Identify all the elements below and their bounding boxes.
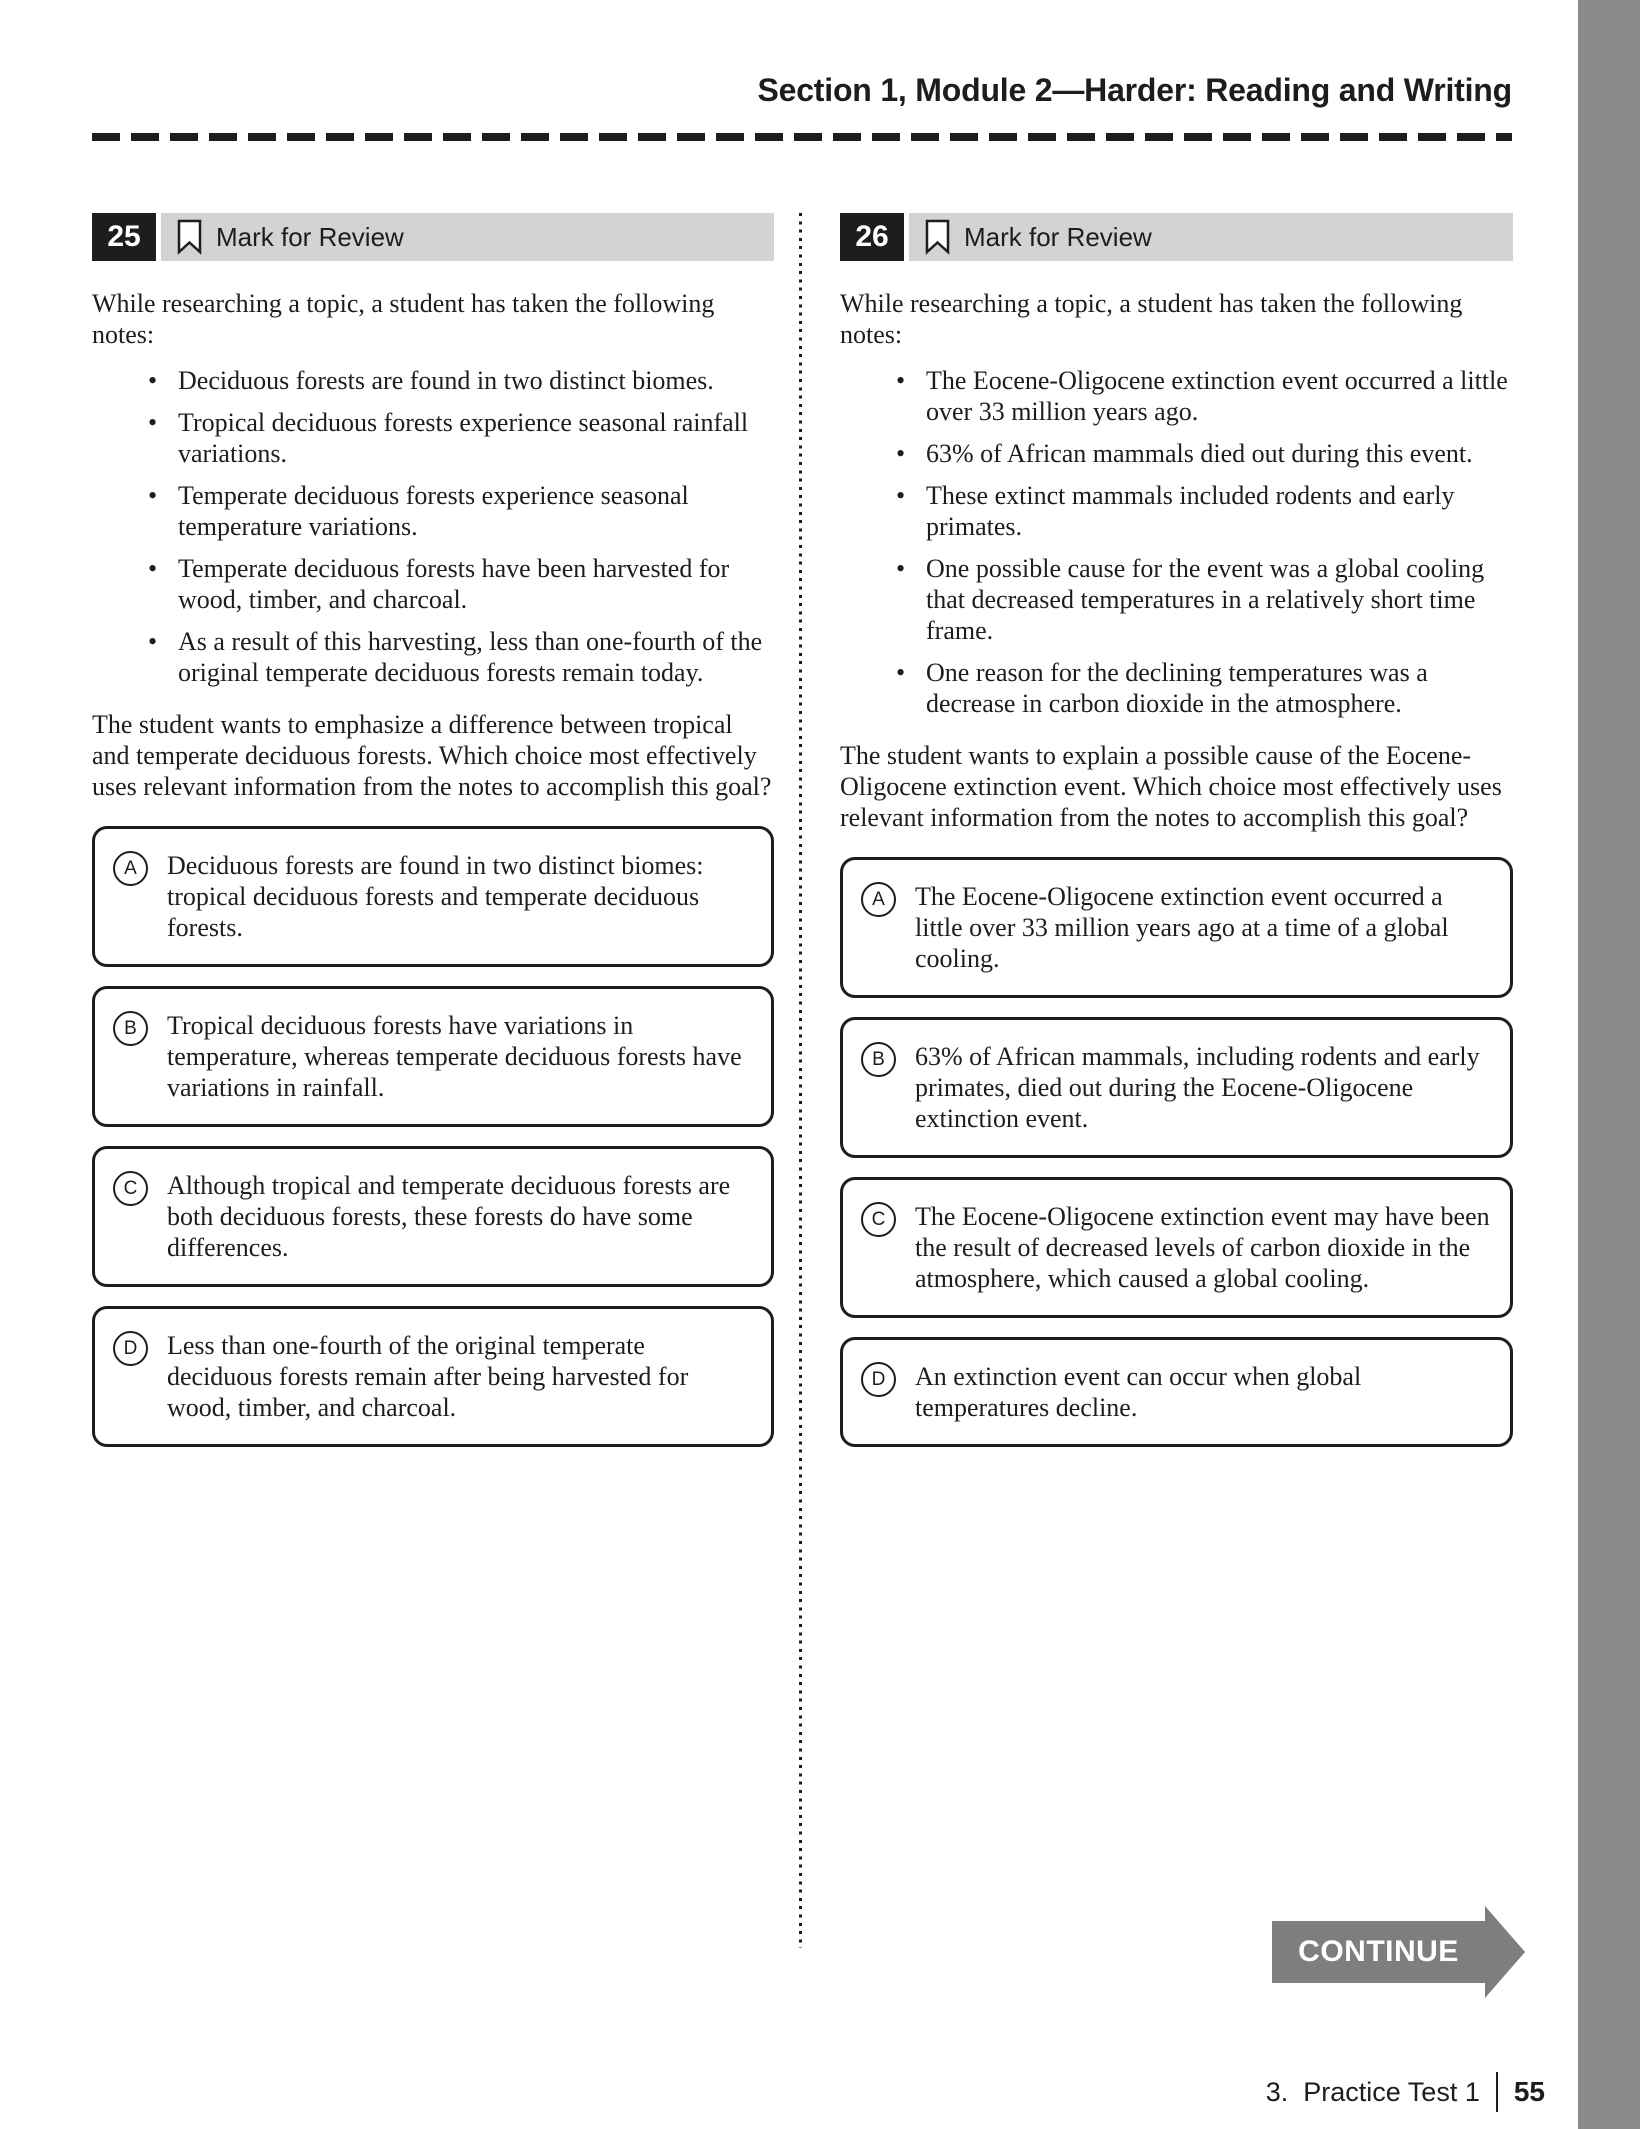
bullet-icon: • bbox=[148, 366, 158, 395]
page-edge-bar bbox=[1578, 0, 1640, 2129]
mark-for-review-label: Mark for Review bbox=[964, 221, 1152, 252]
continue-button[interactable] bbox=[1272, 1906, 1525, 1998]
question-stem: While researching a topic, a student has taken the following notes: bbox=[92, 289, 715, 349]
note-text: One reason for the declining temperatures was a decrease in carbon dioxide in the atmosphere. bbox=[926, 658, 1428, 718]
choice-text: An extinction event can occur when global temperatures decline. bbox=[915, 1362, 1362, 1422]
choice-text: The Eocene-Oligocene extinction event occurred a little over 33 million years ago at a time of a global cooling. bbox=[915, 882, 1449, 973]
note-text: Deciduous forests are found in two distinct biomes. bbox=[178, 366, 714, 395]
answer-choice-a[interactable] bbox=[92, 826, 774, 967]
answer-choice-b[interactable] bbox=[92, 986, 774, 1127]
question-25 bbox=[92, 213, 774, 1466]
note-text: Temperate deciduous forests have been harvested for wood, timber, and charcoal. bbox=[178, 554, 730, 614]
column-divider bbox=[799, 213, 802, 1948]
footer-chapter-label: 3. Practice Test 1 bbox=[1265, 2076, 1480, 2107]
answer-choice-a[interactable] bbox=[840, 857, 1513, 998]
choice-letter-badge: D bbox=[113, 1331, 148, 1366]
answer-choices bbox=[840, 857, 1513, 1447]
answer-choice-d[interactable] bbox=[92, 1306, 774, 1447]
question-number-badge: 26 bbox=[840, 213, 904, 261]
question-stem: While researching a topic, a student has taken the following notes: bbox=[840, 289, 1463, 349]
header-dashed-rule bbox=[92, 133, 1512, 141]
question-26 bbox=[840, 213, 1513, 1466]
question-prompt: The student wants to explain a possible cause of the Eocene-Oligocene extinction event. Which choice most effectively uses relevant information from the notes to accomplish this goal? bbox=[840, 741, 1502, 832]
note-text: Temperate deciduous forests experience seasonal temperature variations. bbox=[178, 481, 689, 541]
note-text: One possible cause for the event was a global cooling that decreased temperatures in a relatively short time frame. bbox=[926, 554, 1485, 645]
continue-arrow-icon bbox=[1485, 1906, 1525, 1998]
choice-letter-badge: A bbox=[113, 851, 148, 886]
note-item bbox=[92, 407, 774, 469]
note-item bbox=[92, 626, 774, 688]
continue-bar bbox=[1272, 1921, 1485, 1983]
note-text: As a result of this harvesting, less than one-fourth of the original temperate deciduous forests remain today. bbox=[178, 627, 763, 687]
answer-choice-b[interactable] bbox=[840, 1017, 1513, 1158]
bullet-icon: • bbox=[148, 408, 158, 437]
question-26-header bbox=[840, 213, 1513, 261]
mark-for-review-button[interactable] bbox=[909, 213, 1513, 261]
note-item bbox=[92, 365, 774, 396]
choice-letter-badge: C bbox=[113, 1171, 148, 1206]
mark-for-review-button[interactable] bbox=[161, 213, 774, 261]
bullet-icon: • bbox=[148, 627, 158, 656]
bullet-icon: • bbox=[896, 658, 906, 687]
bullet-icon: • bbox=[896, 439, 906, 468]
page-footer bbox=[1266, 2072, 1545, 2112]
bookmark-icon bbox=[177, 219, 202, 255]
choice-letter-badge: D bbox=[861, 1362, 896, 1397]
note-item bbox=[92, 553, 774, 615]
note-item bbox=[840, 480, 1513, 542]
note-item bbox=[840, 365, 1513, 427]
choice-text: Deciduous forests are found in two distinct biomes: tropical deciduous forests and temperate deciduous forests. bbox=[167, 851, 704, 942]
note-text: The Eocene-Oligocene extinction event occurred a little over 33 million years ago. bbox=[926, 366, 1508, 426]
answer-choice-d[interactable] bbox=[840, 1337, 1513, 1447]
note-item bbox=[840, 438, 1513, 469]
bullet-icon: • bbox=[896, 366, 906, 395]
question-number-badge: 25 bbox=[92, 213, 156, 261]
question-25-header bbox=[92, 213, 774, 261]
notes-list bbox=[840, 365, 1513, 719]
bullet-icon: • bbox=[896, 481, 906, 510]
bullet-icon: • bbox=[148, 481, 158, 510]
notes-list bbox=[92, 365, 774, 688]
answer-choice-c[interactable] bbox=[840, 1177, 1513, 1318]
page-title: Section 1, Module 2—Harder: Reading and Writing bbox=[757, 72, 1512, 108]
choice-text: Although tropical and temperate deciduous forests are both deciduous forests, these forests do have some differences. bbox=[167, 1171, 731, 1262]
question-prompt: The student wants to emphasize a difference between tropical and temperate deciduous forests. Which choice most effectively uses relevant information from the notes to accomplish this goal? bbox=[92, 710, 772, 801]
footer-separator bbox=[1496, 2072, 1498, 2112]
note-item bbox=[840, 657, 1513, 719]
note-item bbox=[840, 553, 1513, 646]
note-item bbox=[92, 480, 774, 542]
choice-text: 63% of African mammals, including rodents and early primates, died out during the Eocene-Oligocene extinction event. bbox=[915, 1042, 1480, 1133]
note-text: 63% of African mammals died out during this event. bbox=[926, 439, 1473, 468]
answer-choices bbox=[92, 826, 774, 1447]
bullet-icon: • bbox=[896, 554, 906, 583]
note-text: Tropical deciduous forests experience seasonal rainfall variations. bbox=[178, 408, 749, 468]
footer-page-number: 55 bbox=[1513, 2076, 1545, 2107]
note-text: These extinct mammals included rodents and early primates. bbox=[926, 481, 1455, 541]
choice-text: Tropical deciduous forests have variations in temperature, whereas temperate deciduous forests have variations in rainfall. bbox=[167, 1011, 742, 1102]
mark-for-review-label: Mark for Review bbox=[216, 221, 404, 252]
bullet-icon: • bbox=[148, 554, 158, 583]
choice-letter-badge: A bbox=[861, 882, 896, 917]
choice-text: Less than one-fourth of the original temperate deciduous forests remain after being harvested for wood, timber, and charcoal. bbox=[167, 1331, 689, 1422]
choice-letter-badge: B bbox=[113, 1011, 148, 1046]
bookmark-icon bbox=[925, 219, 950, 255]
choice-letter-badge: C bbox=[861, 1202, 896, 1237]
answer-choice-c[interactable] bbox=[92, 1146, 774, 1287]
continue-label: CONTINUE bbox=[1298, 1935, 1459, 1968]
choice-text: The Eocene-Oligocene extinction event may have been the result of decreased levels of carbon dioxide in the atmosphere, which caused a global cooling. bbox=[915, 1202, 1490, 1293]
choice-letter-badge: B bbox=[861, 1042, 896, 1077]
